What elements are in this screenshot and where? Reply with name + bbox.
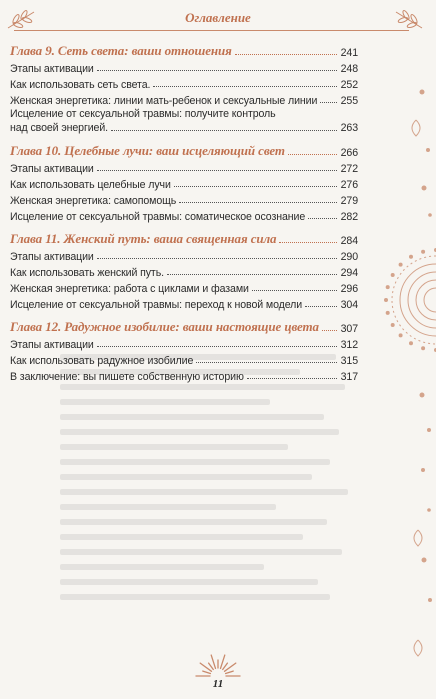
leaf-ornament-left [4,6,44,32]
toc-entry [10,207,358,223]
dot-leader [97,70,337,71]
toc-page-number: 304 [340,299,358,311]
toc-chapter-label: Глава 11. Женский путь: ваша священная сила [10,231,277,246]
toc-page-number: 241 [340,47,358,59]
toc-chapter-heading [10,142,358,159]
toc-entry-label: Женская энергетика: самопомощь [10,195,177,207]
toc-page-number: 315 [340,355,358,367]
dot-leader [167,274,337,275]
toc-page-number: 255 [340,95,358,107]
toc-page-number: 284 [340,235,358,247]
toc-page-number: 296 [340,283,358,295]
page-header-title: Оглавление [185,10,251,25]
toc-page-number: 312 [340,339,358,351]
toc-page-number: 317 [340,371,358,383]
toc-entry-label: Этапы активации [10,63,94,75]
dot-leader [252,290,337,291]
toc-entry [10,75,358,91]
toc-page-number: 272 [340,163,358,175]
toc-page-number: 252 [340,79,358,91]
toc-chapter-heading [10,230,358,247]
toc-entry [10,279,358,295]
page-number: 11 [212,678,224,690]
toc-page-number: 276 [340,179,358,191]
table-of-contents [10,42,358,383]
toc-entry-label: Женская энергетика: линии мать-ребенок и сексуальные линии [10,95,318,107]
dot-leader [174,186,337,187]
toc-entry [10,91,358,107]
toc-entry-label: Как использовать сеть света. [10,79,151,91]
dot-leader [308,218,337,219]
toc-entry-label: Женская энергетика: работа с циклами и фазами [10,283,249,295]
toc-page-number: 294 [340,267,358,279]
toc-entry [10,59,358,75]
toc-entry-label: Как использовать целебные лучи [10,179,171,191]
dot-leader [111,130,337,131]
toc-chapter-label: Глава 12. Радужное изобилие: ваши настоящие цвета [10,319,319,334]
dot-leader [279,242,337,243]
dot-leader [235,54,337,55]
toc-entry-label: В заключение: вы пишете собственную историю [10,371,244,383]
toc-chapter-label: Глава 9. Сеть света: ваши отношения [10,43,232,58]
toc-entry [10,159,358,175]
dot-leader [320,102,337,103]
toc-entry-label: Этапы активации [10,163,94,175]
toc-page-number: 266 [340,147,358,159]
toc-entry [10,107,358,135]
toc-entry-label: Как использовать женский путь. [10,267,164,279]
toc-entry [10,295,358,311]
toc-chapter-label: Глава 10. Целебные лучи: ваш исцеляющий свет [10,143,285,158]
show-through-text [60,345,360,635]
toc-entry [10,247,358,263]
dot-leader [305,306,337,307]
toc-page-number: 307 [340,323,358,335]
header-divider [14,30,409,31]
toc-chapter-heading [10,318,358,335]
dot-leader [97,346,337,347]
toc-entry-label: Этапы активации [10,251,94,263]
toc-entry-label: Исцеление от сексуальной травмы: получите контроль [10,108,276,120]
dot-leader [288,154,337,155]
toc-page-number: 282 [340,211,358,223]
sunburst-ornament [188,648,248,678]
dot-leader [97,170,337,171]
toc-entry [10,175,358,191]
dot-leader [196,362,337,363]
toc-entry-label: над своей энергией. [10,122,108,134]
toc-entry [10,335,358,351]
toc-page-number: 290 [340,251,358,263]
dot-leader [153,86,337,87]
toc-entry [10,367,358,383]
toc-entry-label: Исцеление от сексуальной травмы: соматическое осознание [10,211,306,223]
toc-chapter-heading [10,42,358,59]
dot-leader [247,378,337,379]
dot-leader [97,258,337,259]
toc-entry-label: Исцеление от сексуальной травмы: переход к новой модели [10,299,303,311]
toc-entry-label: Этапы активации [10,339,94,351]
dot-leader [179,202,337,203]
toc-entry-label: Как использовать радужное изобилие [10,355,194,367]
toc-entry [10,351,358,367]
toc-page-number: 263 [340,122,358,134]
toc-page-number: 279 [340,195,358,207]
dot-leader [322,330,337,331]
toc-page-number: 248 [340,63,358,75]
toc-entry [10,263,358,279]
toc-entry [10,191,358,207]
floral-dots-ornament [404,0,436,699]
